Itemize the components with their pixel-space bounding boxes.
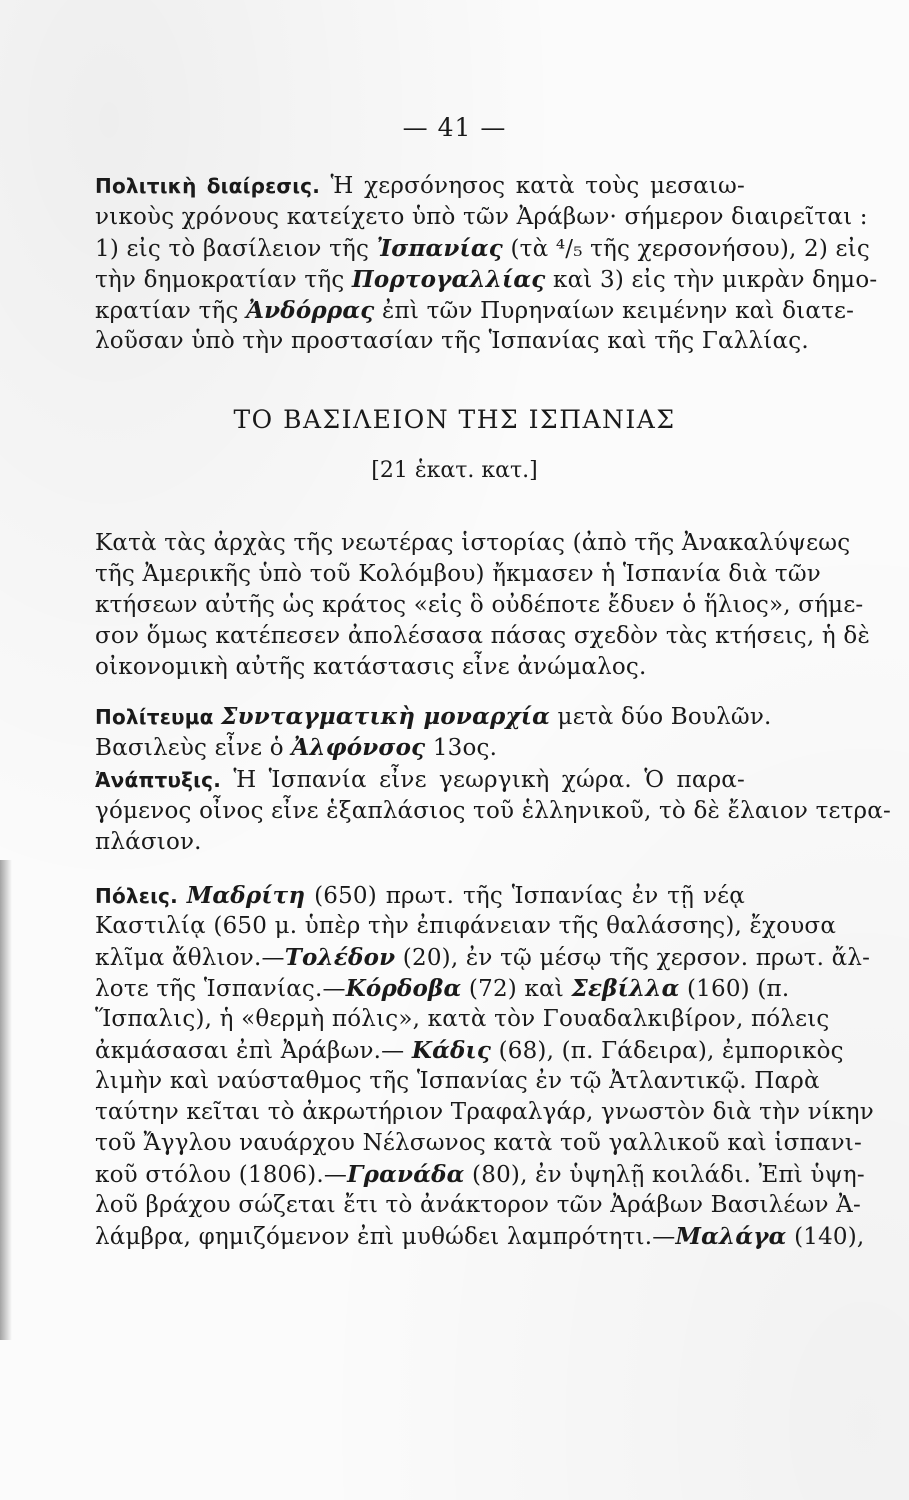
paragraph-development	[95, 765, 891, 858]
text-line	[95, 1004, 830, 1035]
text-run	[178, 883, 187, 909]
text-line	[95, 621, 870, 652]
text-line	[95, 1190, 861, 1221]
text-run: (72) καὶ	[461, 976, 572, 1002]
paragraph-government	[95, 701, 772, 763]
text-run: μετὰ δύο Βουλῶν.	[550, 704, 772, 730]
text-run: σον ὅμως κατέπεσεν ἀπολέσασα πάσας σχεδὸν τὰς κτήσεις, ἡ δὲ	[95, 623, 870, 649]
text-line	[95, 1159, 865, 1190]
text-run: ἀκμάσασαι ἐπὶ Ἀράβων.—	[95, 1038, 412, 1064]
text-run: (80), ἐν ὑψηλῇ κοιλάδι. Ἐπὶ ὑψη-	[464, 1162, 865, 1188]
text-run: κρατίαν τῆς	[95, 298, 247, 324]
paragraph-heading: Πόλεις.	[95, 884, 178, 908]
text-run: Βασιλεὺς εἶνε ὁ	[95, 735, 292, 761]
emphasized-term: Συνταγματικὴ μοναρχία	[221, 703, 551, 730]
text-run: ἐπὶ τῶν Πυρηναίων κειμένην καὶ διατε-	[374, 298, 855, 324]
emphasized-term: Γρανάδα	[347, 1161, 465, 1188]
text-line	[95, 652, 745, 683]
text-run: τοῦ Ἄγγλου ναυάρχου Νέλσωνος κατὰ τοῦ γαλλικοῦ καὶ ἱσπανι-	[95, 1130, 862, 1156]
paragraph-heading: Πολιτικὴ διαίρεσις.	[95, 174, 321, 198]
text-line	[95, 942, 871, 973]
text-run: τὴν δημοκρατίαν τῆς	[95, 267, 352, 293]
text-line	[95, 528, 851, 559]
text-run: Κατὰ τὰς ἀρχὰς τῆς νεωτέρας ἱστορίας (ἀπὸ τῆς Ἀνακαλύψεως	[95, 530, 851, 556]
paragraph-heading: Ἀνάπτυξις.	[95, 768, 221, 792]
text-line	[95, 701, 772, 732]
text-line	[95, 827, 745, 858]
page-number: — 41 —	[402, 113, 507, 142]
text-line	[95, 1221, 865, 1252]
text-run: λιμὴν καὶ ναύσταθμος τῆς Ἱσπανίας ἐν τῷ Ἀτλαντικῷ. Παρὰ	[95, 1068, 820, 1094]
text-line	[95, 1066, 820, 1097]
emphasized-term: Σεβίλλα	[571, 975, 680, 1002]
text-line	[95, 233, 870, 264]
text-line	[95, 1035, 844, 1066]
text-line	[95, 171, 745, 202]
area-note: [21 ἑκατ. κατ.]	[371, 458, 538, 483]
text-run: οἰκονομικὴ αὐτῆς κατάστασις εἶνε ἀνώμαλος.	[95, 654, 647, 680]
text-run: κτήσεων αὐτῆς ὡς κράτος «εἰς ὃ οὐδέποτε ἔδυεν ὁ ἥλιος», σήμε-	[95, 592, 864, 618]
text-line	[95, 590, 864, 621]
text-run: λοῦσαν ὑπὸ τὴν προστασίαν τῆς Ἱσπανίας καὶ τῆς Γαλλίας.	[95, 328, 809, 354]
text-run: ταύτην κεῖται τὸ ἀκρωτήριον Τραφαλγάρ, γνωστὸν διὰ τὴν νίκην	[95, 1099, 874, 1125]
text-run: (20), ἐν τῷ μέσῳ τῆς χερσον. πρωτ. ἄλ-	[395, 945, 871, 971]
text-run: κοῦ στόλου (1806).—	[95, 1162, 348, 1188]
text-run: (650) πρωτ. τῆς Ἱσπανίας ἐν τῇ νέᾳ	[305, 883, 745, 909]
text-line	[95, 911, 837, 942]
text-run: λάμβρα, φημιζόμενον ἐπὶ μυθώδει λαμπρότητι.—	[95, 1224, 676, 1250]
text-run: Καστιλίᾳ (650 μ. ὑπὲρ τὴν ἐπιφάνειαν τῆς θαλάσσης), ἔχουσα	[95, 913, 837, 939]
text-run: πλάσιον.	[95, 829, 202, 855]
text-line	[95, 295, 855, 326]
text-run: (68), (π. Γάδειρα), ἐμπορικὸς	[491, 1038, 844, 1064]
paragraph-political-division	[95, 171, 878, 357]
text-line	[95, 1097, 874, 1128]
text-run: νικοὺς χρόνους κατείχετο ὑπὸ τῶν Ἀράβων· σήμερον διαιρεῖται :	[95, 204, 868, 230]
emphasized-term: Μαλάγα	[675, 1223, 787, 1250]
text-line	[95, 264, 878, 295]
section-heading: ΤΟ ΒΑΣΙΛΕΙΟΝ ΤΗΣ ΙΣΠΑΝΙΑΣ	[233, 405, 676, 434]
text-run: λοῦ βράχου σώζεται ἔτι τὸ ἀνάκτορον τῶν Ἀράβων Βασιλέων Ἀ-	[95, 1192, 861, 1218]
text-line	[95, 202, 868, 233]
text-run: κλῖμα ἄθλιον.—	[95, 945, 285, 971]
emphasized-term: Ἰσπανίας	[376, 235, 503, 262]
text-run: καὶ 3) εἰς τὴν μικρὰν δημο-	[545, 267, 878, 293]
paragraph-history	[95, 528, 870, 683]
text-run: 1) εἰς τὸ βασίλειον τῆς	[95, 236, 377, 262]
text-run: Ἡ Ἱσπανία εἶνε γεωργικὴ χώρα. Ὁ παρα-	[221, 767, 745, 793]
text-line	[95, 559, 821, 590]
text-run	[214, 704, 222, 730]
text-line	[95, 1128, 862, 1159]
text-run: Ἡ χερσόνησος κατὰ τοὺς μεσαιω-	[320, 173, 745, 199]
text-run: τῆς Ἀμερικῆς ὑπὸ τοῦ Κολόμβου) ἤκμασεν ἡ Ἱσπανία διὰ τῶν	[95, 561, 821, 587]
text-run: (160) (π.	[679, 976, 790, 1002]
binding-shadow	[0, 860, 12, 1340]
emphasized-term: Ἀλφόνσος	[291, 734, 426, 761]
text-run: γόμενος οἶνος εἶνε ἑξαπλάσιος τοῦ ἑλληνικοῦ, τὸ δὲ ἔλαιον τετρα-	[95, 798, 891, 824]
text-line	[95, 732, 745, 763]
emphasized-term: Κόρδοβα	[345, 975, 462, 1002]
emphasized-term: Πορτογαλλίας	[351, 266, 546, 293]
paragraph-heading: Πολίτευμα	[95, 705, 214, 729]
text-line	[95, 973, 790, 1004]
text-run: Ἵσπαλις), ἡ «θερμὴ πόλις», κατὰ τὸν Γουαδαλκιβίρον, πόλεις	[95, 1006, 830, 1032]
text-run: 13ος.	[425, 735, 498, 761]
emphasized-term: Κάδις	[411, 1037, 492, 1064]
emphasized-term: Τολέδον	[284, 944, 396, 971]
emphasized-term: Ἀνδόρρας	[246, 297, 375, 324]
paragraph-cities	[95, 880, 874, 1252]
text-run: λοτε τῆς Ἱσπανίας.—	[95, 976, 346, 1002]
text-line	[95, 326, 809, 357]
text-run: (140),	[786, 1224, 865, 1250]
text-line	[95, 880, 745, 911]
emphasized-term: Μαδρίτη	[186, 882, 306, 909]
text-run: (τὰ ⁴/₅ τῆς χερσονήσου), 2) εἰς	[502, 236, 870, 262]
text-line	[95, 796, 891, 827]
text-line	[95, 765, 745, 796]
